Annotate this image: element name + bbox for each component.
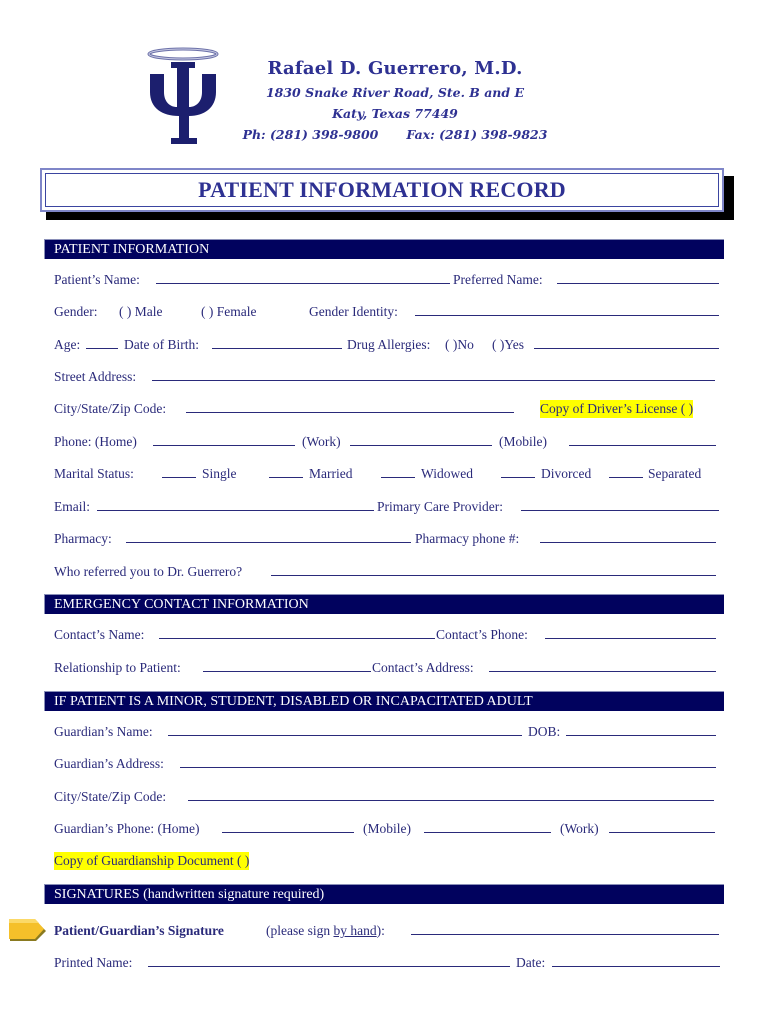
pcp-field[interactable] [521,498,719,511]
letterhead [0,0,770,160]
street-address-row [54,368,724,386]
guardian-phone-mobile-label: (Mobile) [363,821,411,836]
page-title: PATIENT INFORMATION RECORD [198,177,566,202]
doctor-name: Rafael D. Guerrero, M.D. [267,58,523,79]
gender-identity-field[interactable] [415,303,719,316]
letterhead-text [230,56,560,145]
pharmacy-row [54,530,724,548]
marital-single-field[interactable] [162,465,196,478]
sign-here-arrow-icon [8,917,48,943]
city-state-zip-field[interactable] [186,400,514,413]
marital-widowed-label: Widowed [421,466,473,481]
relationship-row [54,659,724,677]
drug-allergies-label: Drug Allergies: [347,337,431,352]
signature-label: Patient/Guardian’s Signature [54,923,224,938]
gender-male-option[interactable]: ( ) Male [119,304,163,319]
signature-note [266,922,385,940]
patient-name-field[interactable] [156,271,450,284]
printed-name-row [54,954,724,972]
gender-female-option[interactable]: ( ) Female [201,304,257,319]
phone-row [54,433,724,451]
contact-phone-field[interactable] [545,626,716,639]
printed-name-field[interactable] [148,954,510,967]
phone-mobile-label: (Mobile) [499,434,547,449]
guardian-name-field[interactable] [168,723,522,736]
preferred-name-field[interactable] [557,271,719,284]
title-box [40,168,724,212]
signature-note-prefix: (please sign [266,923,331,938]
contact-numbers [230,124,560,145]
section-header-patient-information: PATIENT INFORMATION [44,239,724,259]
marital-separated-field[interactable] [609,465,643,478]
marital-widowed-field[interactable] [381,465,415,478]
guardian-phone-home-label: Guardian’s Phone: (Home) [54,821,200,836]
guardian-city-field[interactable] [188,788,714,801]
section-header-emergency-contact: EMERGENCY CONTACT INFORMATION [44,594,724,614]
referral-label: Who referred you to Dr. Guerrero? [54,564,243,579]
contact-name-label: Contact’s Name: [54,627,145,642]
email-label: Email: [54,499,90,514]
gender-identity-label: Gender Identity: [309,304,398,319]
email-field[interactable] [97,498,374,511]
guardian-city-row [54,788,724,806]
street-address-label: Street Address: [54,369,137,384]
gender-row [54,303,724,321]
age-field[interactable] [86,336,118,349]
marital-divorced-field[interactable] [501,465,535,478]
drug-allergies-no-option[interactable]: ( )No [445,337,474,352]
marital-status-row [54,465,724,483]
address-line-1: 1830 Snake River Road, Ste. B and E [265,85,525,100]
marital-status-label: Marital Status: [54,466,134,481]
guardianship-document-row [54,852,724,870]
guardian-address-row [54,755,724,773]
drug-allergies-yes-option[interactable]: ( )Yes [492,337,525,352]
signature-note-suffix: ): [376,923,385,938]
fax-number: Fax: (281) 398-9823 [406,127,548,142]
phone-mobile-field[interactable] [569,433,716,446]
email-pcp-row [54,498,724,516]
guardian-phone-mobile-field[interactable] [424,820,551,833]
age-dob-allergies-row [54,336,724,354]
contact-phone-label: Contact’s Phone: [436,627,528,642]
address-line-2: Katy, Texas 77449 [332,106,458,121]
guardian-phone-home-field[interactable] [222,820,354,833]
marital-married-field[interactable] [269,465,303,478]
guardian-name-label: Guardian’s Name: [54,724,153,739]
marital-married-label: Married [309,466,353,481]
date-label: Date: [516,955,546,970]
guardian-address-label: Guardian’s Address: [54,756,164,771]
pharmacy-label: Pharmacy: [54,531,112,546]
section-header-signatures: SIGNATURES (handwritten signature required) [44,884,724,904]
relationship-label: Relationship to Patient: [54,660,181,675]
phone-home-label: Phone: (Home) [54,434,137,449]
referral-row [54,563,724,581]
dob-label: Date of Birth: [124,337,199,352]
guardian-phone-work-field[interactable] [609,820,715,833]
contact-address-field[interactable] [489,659,716,672]
city-state-zip-row [54,400,724,418]
section-header-guardian: IF PATIENT IS A MINOR, STUDENT, DISABLED OR INCAPACITATED ADULT [44,691,724,711]
pcp-label: Primary Care Provider: [377,499,503,514]
pharmacy-field[interactable] [126,530,411,543]
age-label: Age: [54,337,81,352]
phone-home-field[interactable] [153,433,295,446]
patient-name-row [54,271,724,289]
guardian-address-field[interactable] [180,755,716,768]
date-field[interactable] [552,954,720,967]
gender-label: Gender: [54,304,98,319]
drivers-license-checkbox[interactable]: Copy of Driver’s License ( ) [540,401,694,416]
referral-field[interactable] [271,563,716,576]
city-state-zip-label: City/State/Zip Code: [54,401,167,416]
dob-field[interactable] [212,336,342,349]
guardianship-document-checkbox[interactable]: Copy of Guardianship Document ( ) [54,853,250,868]
guardian-phone-row [54,820,724,838]
marital-separated-label: Separated [648,466,702,481]
relationship-field[interactable] [203,659,371,672]
phone-number: Ph: (281) 398-9800 [242,127,379,142]
preferred-name-label: Preferred Name: [453,272,543,287]
pharmacy-phone-label: Pharmacy phone #: [415,531,520,546]
phone-work-field[interactable] [350,433,492,446]
guardian-name-row [54,723,724,741]
psi-halo-logo-icon [146,46,220,146]
drug-allergies-field[interactable] [534,336,719,349]
printed-name-label: Printed Name: [54,955,133,970]
guardian-dob-field[interactable] [566,723,716,736]
contact-name-row [54,626,724,644]
street-address-field[interactable] [152,368,715,381]
guardian-dob-label: DOB: [528,724,561,739]
pharmacy-phone-field[interactable] [540,530,716,543]
marital-divorced-label: Divorced [541,466,592,481]
guardian-phone-work-label: (Work) [560,821,599,836]
signature-row [54,922,724,940]
signature-note-link: by hand [333,923,377,938]
contact-name-field[interactable] [159,626,435,639]
patient-name-label: Patient’s Name: [54,272,140,287]
guardian-city-label: City/State/Zip Code: [54,789,167,804]
marital-single-label: Single [202,466,237,481]
contact-address-label: Contact’s Address: [372,660,474,675]
title-banner [40,168,724,214]
signature-field[interactable] [411,922,719,935]
phone-work-label: (Work) [302,434,341,449]
